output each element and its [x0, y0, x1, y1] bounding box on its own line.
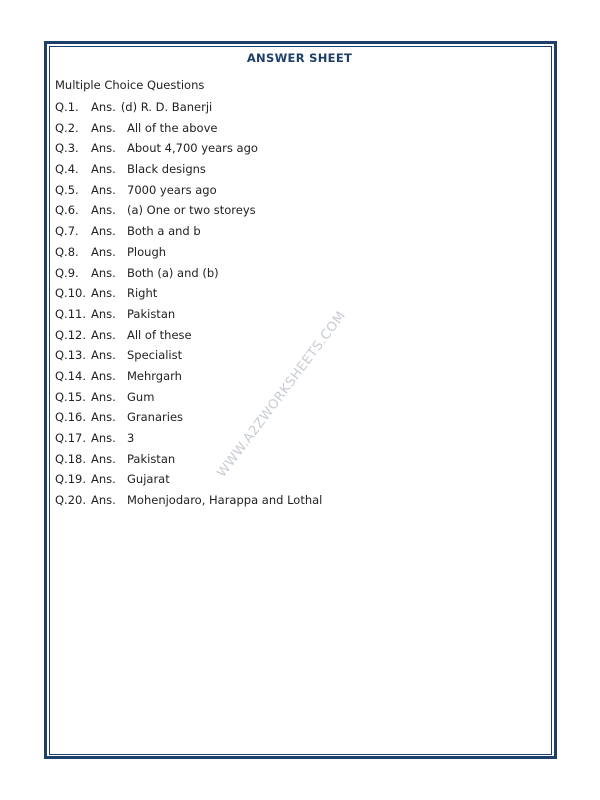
answer-label: Ans. — [91, 389, 116, 404]
question-number: Q.5. — [55, 182, 79, 197]
answer-value: About 4,700 years ago — [127, 141, 258, 156]
question-number: Q.13. — [55, 348, 86, 363]
question-number: Q.15. — [55, 389, 86, 404]
question-number: Q.19. — [55, 472, 86, 487]
answer-item — [55, 242, 322, 263]
answer-label: Ans. — [91, 203, 116, 218]
question-number: Q.8. — [55, 244, 79, 259]
answer-item — [55, 304, 322, 325]
answer-value: Mehrgarh — [127, 368, 182, 383]
answer-label: Ans. — [91, 120, 116, 135]
answer-value: Black designs — [127, 162, 206, 177]
answer-label: Ans. — [91, 493, 116, 508]
section-heading: Multiple Choice Questions — [55, 78, 205, 92]
question-number: Q.17. — [55, 431, 86, 445]
answer-label: Ans. — [91, 224, 116, 239]
answer-item — [55, 490, 322, 511]
answer-value: Gum — [127, 389, 155, 404]
answer-value: Right — [127, 286, 158, 301]
question-number: Q.18. — [55, 451, 86, 466]
answer-label: Ans. — [91, 286, 116, 301]
answer-label: Ans. — [91, 306, 116, 321]
page-title: ANSWER SHEET — [246, 51, 353, 65]
answer-label: Ans. — [91, 265, 116, 280]
answer-label: Ans. — [91, 182, 116, 197]
answer-value: (d) R. D. Banerji — [120, 100, 213, 114]
answer-item — [55, 345, 322, 366]
question-number: Q.7. — [55, 224, 79, 239]
question-number: Q.14. — [55, 368, 86, 383]
answer-item — [55, 428, 322, 449]
answer-value: 3 — [127, 431, 135, 445]
answer-item — [55, 325, 322, 346]
answer-item — [55, 180, 322, 201]
answer-value: All of these — [127, 327, 192, 342]
answer-item — [55, 221, 322, 242]
question-number: Q.3. — [55, 141, 79, 156]
answer-value: Mohenjodaro, Harappa and Lothal — [127, 493, 323, 508]
question-number: Q.9. — [55, 265, 79, 280]
watermark: WWW.A2ZWORKSHEETS.COM — [214, 308, 350, 481]
answer-value: Gujarat — [127, 472, 170, 487]
question-number: Q.16. — [55, 410, 86, 425]
answer-item — [55, 407, 322, 428]
answer-label: Ans. — [91, 451, 116, 466]
question-number: Q.20. — [55, 493, 86, 508]
answer-value: 7000 years ago — [127, 182, 217, 197]
answer-item — [55, 449, 322, 470]
question-number: Q.10. — [55, 286, 86, 301]
answer-value: All of the above — [127, 120, 218, 135]
answer-label: Ans. — [91, 100, 116, 114]
answer-label: Ans. — [91, 348, 116, 363]
answer-value: Granaries — [127, 410, 184, 425]
answer-value: (a) One or two storeys — [127, 203, 256, 218]
question-number: Q.1. — [55, 100, 79, 114]
answer-item — [55, 118, 322, 139]
answer-label: Ans. — [91, 244, 116, 259]
answer-value: Plough — [127, 244, 167, 259]
answer-label: Ans. — [91, 431, 116, 445]
answer-label: Ans. — [91, 162, 116, 177]
answer-label: Ans. — [91, 368, 116, 383]
answer-list — [55, 97, 322, 511]
answer-item — [55, 97, 322, 118]
answer-label: Ans. — [91, 472, 116, 487]
question-number: Q.2. — [55, 120, 79, 135]
question-number: Q.11. — [55, 306, 86, 321]
answer-label: Ans. — [91, 141, 116, 156]
answer-value: Both a and b — [127, 224, 201, 239]
question-number: Q.6. — [55, 203, 79, 218]
question-number: Q.12. — [55, 327, 86, 342]
answer-value: Specialist — [127, 348, 183, 363]
answer-value: Both (a) and (b) — [127, 265, 219, 280]
question-number: Q.4. — [55, 162, 79, 177]
answer-item — [55, 159, 322, 180]
answer-label: Ans. — [91, 327, 116, 342]
answer-item — [55, 469, 322, 490]
answer-label: Ans. — [91, 410, 116, 425]
answer-value: Pakistan — [127, 306, 176, 321]
answer-value: Pakistan — [127, 451, 176, 466]
answer-item — [55, 283, 322, 304]
answer-item — [55, 200, 322, 221]
answer-item — [55, 138, 322, 159]
answer-item — [55, 263, 322, 284]
